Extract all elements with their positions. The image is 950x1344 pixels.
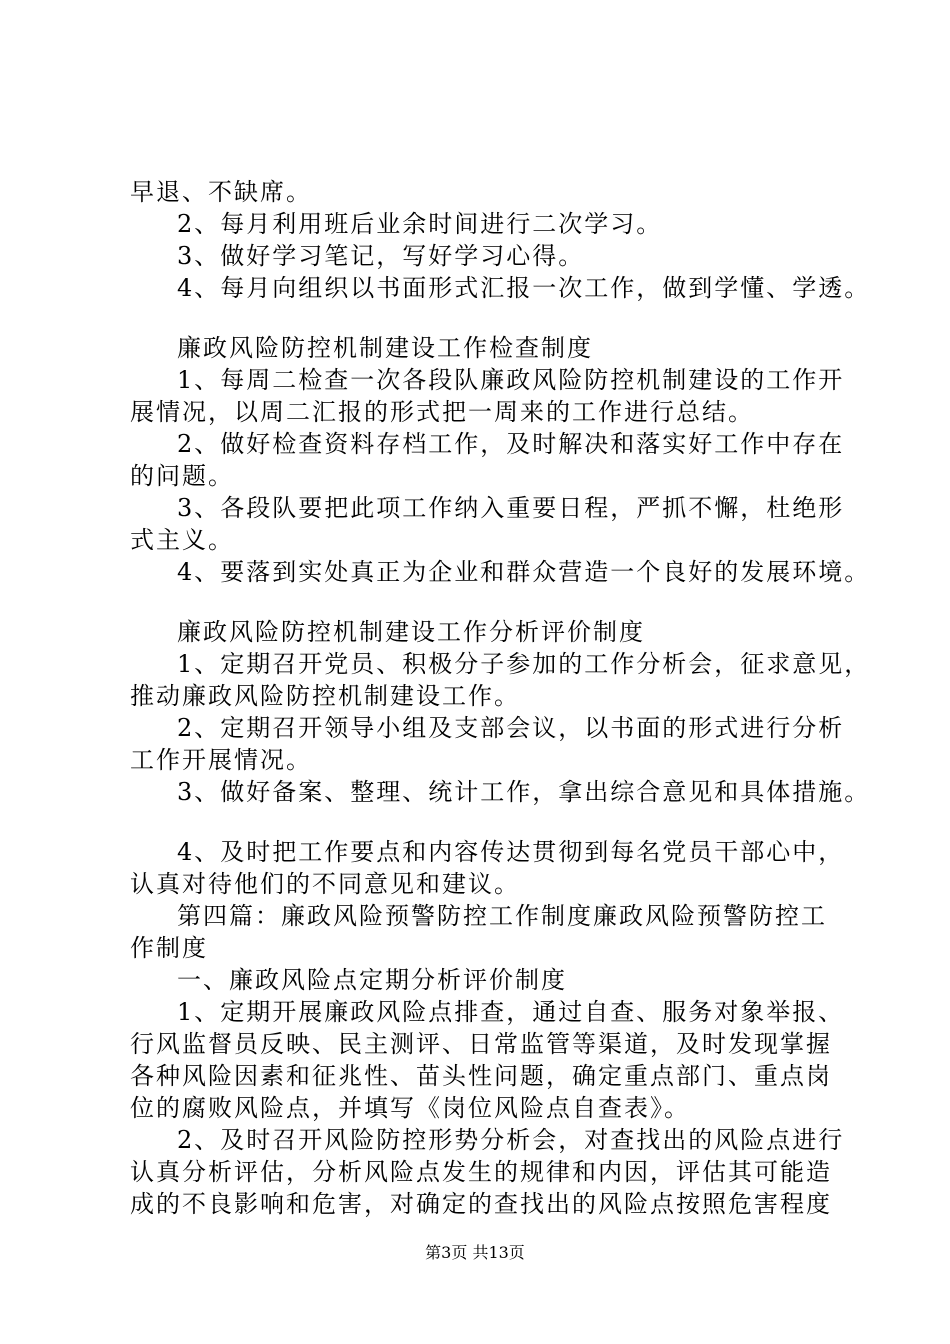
text-line: 4、要落到实处真正为企业和群众营造一个良好的发展环境。 xyxy=(177,558,871,586)
text-line: 的问题。 xyxy=(130,462,234,490)
text-line: 各种风险因素和征兆性、苗头性问题，确定重点部门、重点岗 xyxy=(130,1062,832,1090)
section-heading: 廉政风险防控机制建设工作分析评价制度 xyxy=(177,618,645,646)
text-line: 式主义。 xyxy=(130,526,234,554)
text-line: 2、及时召开风险防控形势分析会，对查找出的风险点进行 xyxy=(177,1126,845,1154)
text-line: 4、及时把工作要点和内容传达贯彻到每名党员干部心中， xyxy=(177,838,845,866)
text-line: 位的腐败风险点，并填写《岗位风险点自查表》。 xyxy=(130,1094,690,1122)
text-line: 1、定期召开党员、积极分子参加的工作分析会，征求意见， xyxy=(177,650,871,678)
section-heading: 一、廉政风险点定期分析评价制度 xyxy=(177,966,567,994)
text-line: 1、定期开展廉政风险点排查，通过自查、服务对象举报、 xyxy=(177,998,845,1026)
text-line: 展情况，以周二汇报的形式把一周来的工作进行总结。 xyxy=(130,398,754,426)
text-line: 4、每月向组织以书面形式汇报一次工作，做到学懂、学透。 xyxy=(177,274,871,302)
chapter-heading: 第四篇：廉政风险预警防控工作制度廉政风险预警防控工 xyxy=(177,902,827,930)
text-line: 早退、不缺席。 xyxy=(130,178,312,206)
text-line: 2、做好检查资料存档工作，及时解决和落实好工作中存在 xyxy=(177,430,845,458)
text-line: 3、做好学习笔记，写好学习心得。 xyxy=(177,242,585,270)
text-line: 工作开展情况。 xyxy=(130,746,312,774)
text-line: 认真对待他们的不同意见和建议。 xyxy=(130,870,520,898)
text-line: 1、每周二检查一次各段队廉政风险防控机制建设的工作开 xyxy=(177,366,845,394)
text-line: 2、每月利用班后业余时间进行二次学习。 xyxy=(177,210,663,238)
text-line: 3、做好备案、整理、统计工作，拿出综合意见和具体措施。 xyxy=(177,778,871,806)
text-line: 行风监督员反映、民主测评、日常监管等渠道，及时发现掌握 xyxy=(130,1030,832,1058)
text-line: 推动廉政风险防控机制建设工作。 xyxy=(130,682,520,710)
page-number-footer: 第3页 共13页 xyxy=(425,1243,525,1262)
chapter-heading: 作制度 xyxy=(130,934,208,962)
text-line: 2、定期召开领导小组及支部会议，以书面的形式进行分析 xyxy=(177,714,845,742)
text-line: 成的不良影响和危害，对确定的查找出的风险点按照危害程度 xyxy=(130,1190,832,1218)
section-heading: 廉政风险防控机制建设工作检查制度 xyxy=(177,334,593,362)
text-line: 认真分析评估，分析风险点发生的规律和内因，评估其可能造 xyxy=(130,1158,832,1186)
text-line: 3、各段队要把此项工作纳入重要日程，严抓不懈，杜绝形 xyxy=(177,494,845,522)
